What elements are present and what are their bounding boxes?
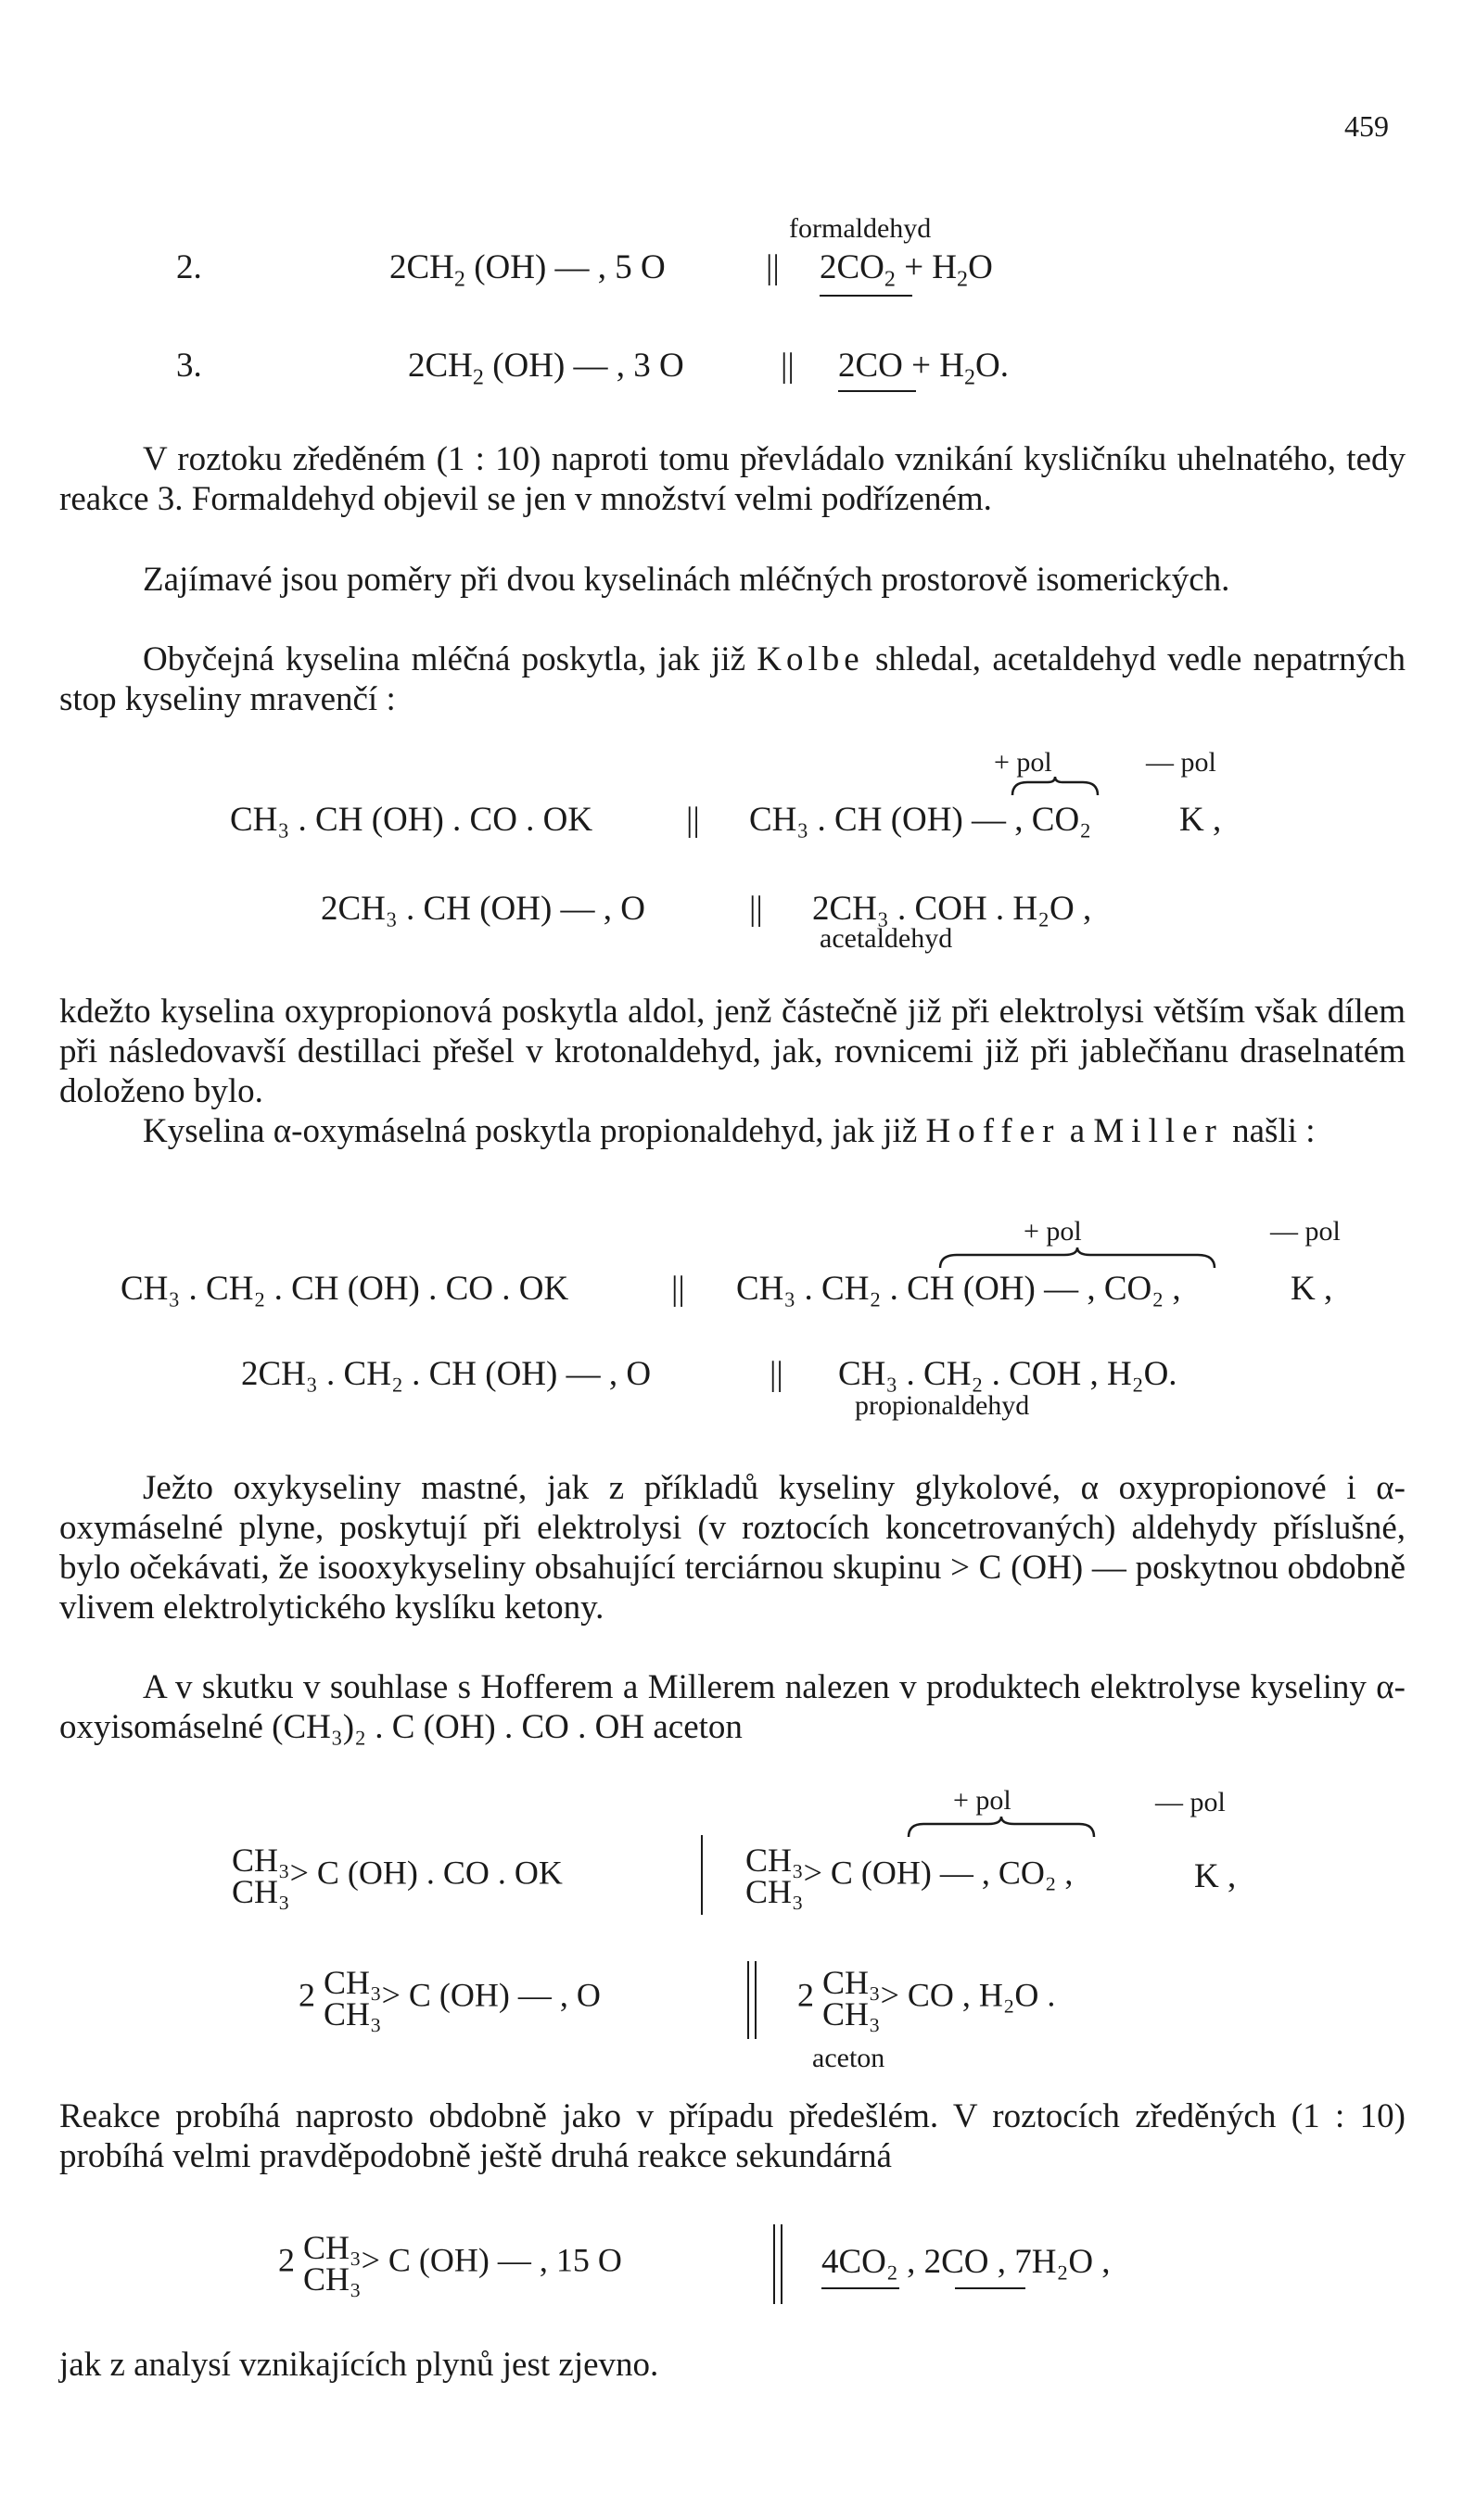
eq2-rhs: $2CO_2 + H_2O$ [820,248,993,292]
paragraph-7: A v skutku v souhlase s Hofferem a Millerem nalezen v produktech elektrolyse kyseliny α-oxyisomáselné (CH₃)₂ . C (OH) . CO . OH aceton [59,1668,1406,1746]
butyric-r1-products: CH₃ . CH₂ . CH (OH) — , CO₂ , [736,1270,1181,1308]
iso-r2-rhs-methyl-pair: CH₃ CH₃ [822,1964,881,2032]
butyric-r2-rhs: CH₃ . CH₂ . COH , H₂O. [838,1355,1177,1393]
butyric-brace [938,1247,1216,1272]
eq3-underline [838,390,916,392]
iso-r2-separator-a [747,1961,749,2039]
iso-r1-lhs: CH₃ CH₃ > C (OH) . CO . OK [232,1842,563,1910]
eq2-lhs: $2CH_2$ (OH) — , 5 O [389,248,666,292]
butyric-r2-lhs: 2CH₃ . CH₂ . CH (OH) — , O [241,1355,652,1393]
lactic-r1-lhs: CH₃ . CH (OH) . CO . OK [230,801,593,839]
paragraph-8: Reakce probíhá naprosto obdobně jako v případu předešlém. V roztocích zředěných (1 : 10) probíhá velmi pravděpodobně ještě druhá reakce sekundárná [59,2097,1406,2175]
eq2-label-formaldehyd: formaldehyd [789,213,932,244]
lactic-positive-pole: + pol [994,747,1052,778]
iso-r1-potassium: K , [1194,1857,1237,1895]
page-number: 459 [1344,109,1389,143]
iso-negative-pole: — pol [1155,1787,1226,1817]
lactic-r1-potassium: K , [1179,801,1222,839]
iso-brace [907,1817,1096,1841]
eq2-separator: || [766,248,780,286]
paragraph-9: jak z analysí vznikajících plynů jest zjevno. [59,2346,659,2384]
butyric-r1-lhs: CH₃ . CH₂ . CH (OH) . CO . OK [121,1270,569,1308]
butyric-r1-potassium: K , [1291,1270,1333,1308]
butyric-negative-pole: — pol [1270,1216,1341,1247]
lactic-r2-lhs: 2CH₃ . CH (OH) — , O [321,890,646,928]
author-hoffer: Hoffer [925,1112,1062,1150]
paragraph-4: kdežto kyselina oxypropionová poskytla aldol, jenž částečně již při elektrolysi větším však dílem při následovavší destillaci přešel v krotonaldehyd, jak, rovnicemi již při jablečňanu draselnatém doloženo bylo. [59,993,1406,1110]
eq3-number: 3. [176,347,202,385]
author-miller: Miller [1093,1112,1224,1150]
iso-r2-methyl-pair: CH₃ CH₃ [324,1964,382,2032]
final-reaction-lhs: 2 CH₃ CH₃ > C (OH) — , 15 O [278,2229,622,2298]
butyric-positive-pole: + pol [1024,1216,1082,1247]
butyric-r1-separator: || [671,1270,685,1308]
iso-label-aceton: aceton [812,2043,885,2073]
eq2-underline [820,295,912,297]
butyric-r2-separator: || [770,1355,783,1393]
lactic-r1-separator: || [686,801,700,839]
paragraph-3: Obyčejná kyselina mléčná poskytla, jak již Kolbe shledal, acetaldehyd vedle nepatrných stop kyseliny mravenčí : [59,640,1406,718]
final-separator-a [773,2224,775,2304]
eq3-separator: || [781,347,795,385]
final-underline-co [955,2287,1025,2289]
paragraph-1: V roztoku zředěném (1 : 10) naproti tomu převládalo vznikání kysličníku uhelnatého, tedy reakce 3. Formaldehyd objevil se jen v množství velmi podřízeném. [59,440,1406,518]
final-reaction-rhs: 4CO₂ , 2CO , 7H₂O , [821,2243,1111,2281]
eq3-lhs: $2CH_2$ (OH) — , 3 O [408,347,684,390]
lactic-r1-products: CH₃ . CH (OH) — , CO₂ [749,801,1092,839]
paragraph-5: Kyselina α-oxymáselná poskytla propionaldehyd, jak již Hoffer a Miller našli : [143,1112,1316,1150]
eq2-number: 2. [176,248,202,286]
lactic-brace [1011,777,1100,801]
iso-r2-separator-b [755,1961,757,2039]
paragraph-6: Ježto oxykyseliny mastné, jak z příkladů kyseliny glykolové, α oxypropionové i α-oxymáselné plyne, poskytují při elektrolysi (v roztocích koncetrovaných) aldehydy příslušné, bylo očekávati, že isooxykyseliny obsahující terciárnou skupinu > C (OH) — poskytnou obdobně vlivem elektrolytického kyslíku ketony. [59,1469,1406,1627]
author-kolbe: Kolbe [757,640,864,678]
lactic-label-acetaldehyd: acetaldehyd [820,923,953,954]
iso-r2-lhs: 2 CH₃ CH₃ > C (OH) — , O [299,1964,601,2032]
eq3-rhs: $2CO + H_2O$. [838,347,1010,390]
final-methyl-pair: CH₃ CH₃ [303,2229,362,2298]
iso-r1-methyl-pair: CH₃ CH₃ [232,1842,290,1910]
iso-r2-rhs: 2 CH₃ CH₃ > CO , H₂O . [797,1964,1056,2032]
lactic-r2-rhs: 2CH₃ . COH . H₂O , [812,890,1092,928]
lactic-r2-separator: || [749,890,763,928]
butyric-label-propionaldehyd: propionaldehyd [855,1390,1030,1421]
lactic-negative-pole: — pol [1146,747,1216,778]
iso-r1-rhs: CH₃ CH₃ > C (OH) — , CO₂ , [745,1842,1074,1910]
iso-positive-pole: + pol [953,1785,1011,1816]
iso-r1-separator [701,1835,703,1915]
iso-r1-rhs-methyl-pair: CH₃ CH₃ [745,1842,804,1910]
final-separator-b [781,2224,782,2304]
paragraph-2: Zajímavé jsou poměry při dvou kyselinách mléčných prostorově isomerických. [143,561,1230,599]
final-underline-co2 [821,2287,899,2289]
